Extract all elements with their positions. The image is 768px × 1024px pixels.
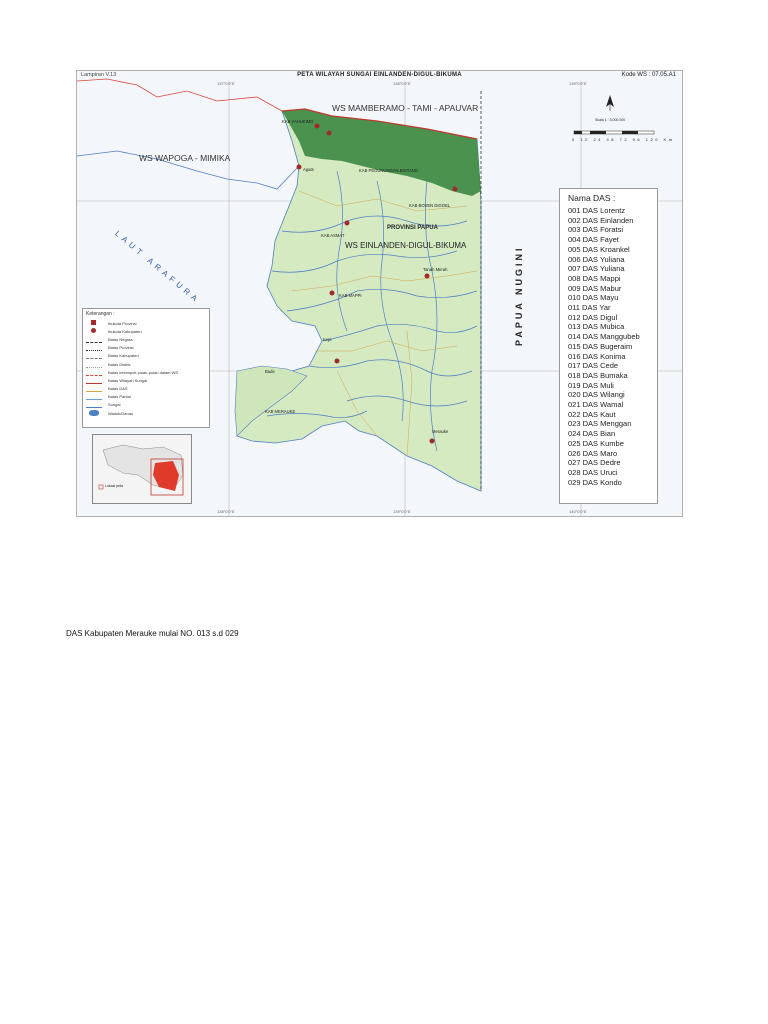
ws-north-label: WS MAMBERAMO - TAMI - APAUVAR [332, 103, 479, 113]
legend-item: Ibukota Provinsi [86, 319, 206, 327]
legend-item: Batas Pantai [86, 393, 206, 401]
keterangan-legend [82, 308, 210, 428]
legend-item: Ibukota Kabupaten [86, 327, 206, 335]
das-legend-title: Nama DAS : [568, 193, 616, 203]
map-figure [76, 70, 683, 517]
das-legend-item: 022 DAS Kaut [568, 409, 616, 419]
sea-label: LAUT ARAFURA [113, 229, 202, 306]
city-label: KAB YAHUKIMO [282, 119, 314, 124]
coord-bottom-2: 139°0'0"E [393, 509, 411, 514]
legend-item: Batas Distrik [86, 360, 206, 368]
das-legend-item: 020 DAS Wilangi [568, 390, 625, 400]
das-legend-item: 004 DAS Fayet [568, 235, 619, 245]
province-label: PROVINSI PAPUA [387, 225, 438, 231]
ws-west-label: WS WAPOGA - MIMIKA [139, 153, 231, 163]
das-legend-item: 025 DAS Kumbe [568, 438, 624, 448]
das-legend-item: 016 DAS Konima [568, 351, 626, 361]
legend-item: Batas Negara [86, 335, 206, 343]
map-title: PETA WILAYAH SUNGAI EINLANDEN-DIGUL-BIKUMA [297, 72, 462, 78]
das-legend-item: 018 DAS Bumaka [568, 370, 628, 380]
das-legend-item: 015 DAS Bugeraim [568, 341, 633, 351]
ws-main-label: WS EINLANDEN-DIGUL-BIKUMA [345, 241, 467, 250]
das-legend-item: 026 DAS Maro [568, 448, 618, 458]
das-legend-item: 010 DAS Mayu [568, 293, 619, 303]
das-legend-item: 028 DAS Uruci [568, 467, 618, 477]
legend-item: Batas Kabupaten [86, 352, 206, 360]
das-legend-item: 023 DAS Menggan [568, 419, 632, 429]
coord-top-2: 138°0'0"E [393, 81, 411, 86]
das-legend-item: 013 DAS Mubica [568, 322, 625, 332]
city-label: Tanah Merah [423, 267, 448, 272]
scale-ticks: 0 12 24 48 72 96 120 Km [572, 137, 675, 142]
scale-bar [574, 131, 654, 134]
das-legend-item: 002 DAS Einlanden [568, 215, 634, 225]
inset-locator-map [92, 434, 192, 504]
das-legend [559, 188, 658, 504]
city-label: Agats [303, 167, 314, 172]
das-legend-item: 003 DAS Foratsi [568, 225, 624, 235]
das-legend-item: 007 DAS Yuliana [568, 264, 625, 274]
legend-item: Batas Provinsi [86, 344, 206, 352]
das-legend-item: 014 DAS Manggubeb [568, 332, 640, 342]
document-caption: DAS Kabupaten Merauke mulai NO. 013 s.d 029 [66, 629, 239, 638]
scale-text: Skala 1 : 3.000.000 [595, 118, 626, 122]
kode-ws-label: Kode WS : 07.05.A1 [621, 72, 676, 78]
das-legend-item: 011 DAS Yar [568, 303, 611, 313]
lampiran-label: Lampiran V.13 [81, 72, 117, 78]
das-list [568, 206, 657, 487]
das-legend-item: 029 DAS Kondo [568, 477, 622, 487]
city-label: KAB ASMAT [321, 233, 345, 238]
das-legend-item: 009 DAS Mabur [568, 283, 622, 293]
city-label: KAB MAPPI [339, 293, 362, 298]
coord-bottom-3: 140°0'0"E [569, 509, 587, 514]
das-legend-item: 005 DAS Kroankel [568, 244, 630, 254]
das-legend-item: 006 DAS Yuliana [568, 254, 625, 264]
legend-item: Batas Wilayah Sungai [86, 376, 206, 384]
keterangan-title: Keterangan : [86, 311, 115, 317]
legend-item: Sungai [86, 401, 206, 409]
city-label: Bade [265, 369, 275, 374]
legend-item: Batas DAS [86, 385, 206, 393]
das-legend-item: 019 DAS Muli [568, 380, 614, 390]
das-legend-item: 021 DAS Wamal [568, 400, 624, 410]
city-label: KAB MERAUKE [265, 409, 296, 414]
legend-item: Batas kelompok pulau-pulau dalam WS [86, 368, 206, 376]
coord-top-3: 139°0'0"E [569, 81, 587, 86]
legend-item: Waduk/Danau [86, 409, 206, 417]
das-legend-item: 001 DAS Lorentz [568, 206, 626, 215]
inset-label: Lokasi peta [105, 484, 123, 488]
das-legend-item: 024 DAS Bian [568, 429, 616, 439]
coord-bottom-1: 138°0'0"E [217, 509, 235, 514]
city-label: Merauke [432, 429, 449, 434]
city-label: Kepi [323, 337, 332, 342]
city-label: KAB PEGUNUNGAN BINTANG [359, 168, 419, 173]
country-label: PAPUA NUGINI [514, 245, 524, 346]
das-legend-item: 017 DAS Cede [568, 361, 619, 371]
das-legend-item: 012 DAS Digul [568, 312, 618, 322]
das-legend-item: 027 DAS Dedre [568, 458, 621, 468]
coord-top-1: 137°0'0"E [217, 81, 235, 86]
das-legend-item: 008 DAS Mappi [568, 273, 621, 283]
city-label: KAB BOVEN DIGOEL [409, 203, 451, 208]
